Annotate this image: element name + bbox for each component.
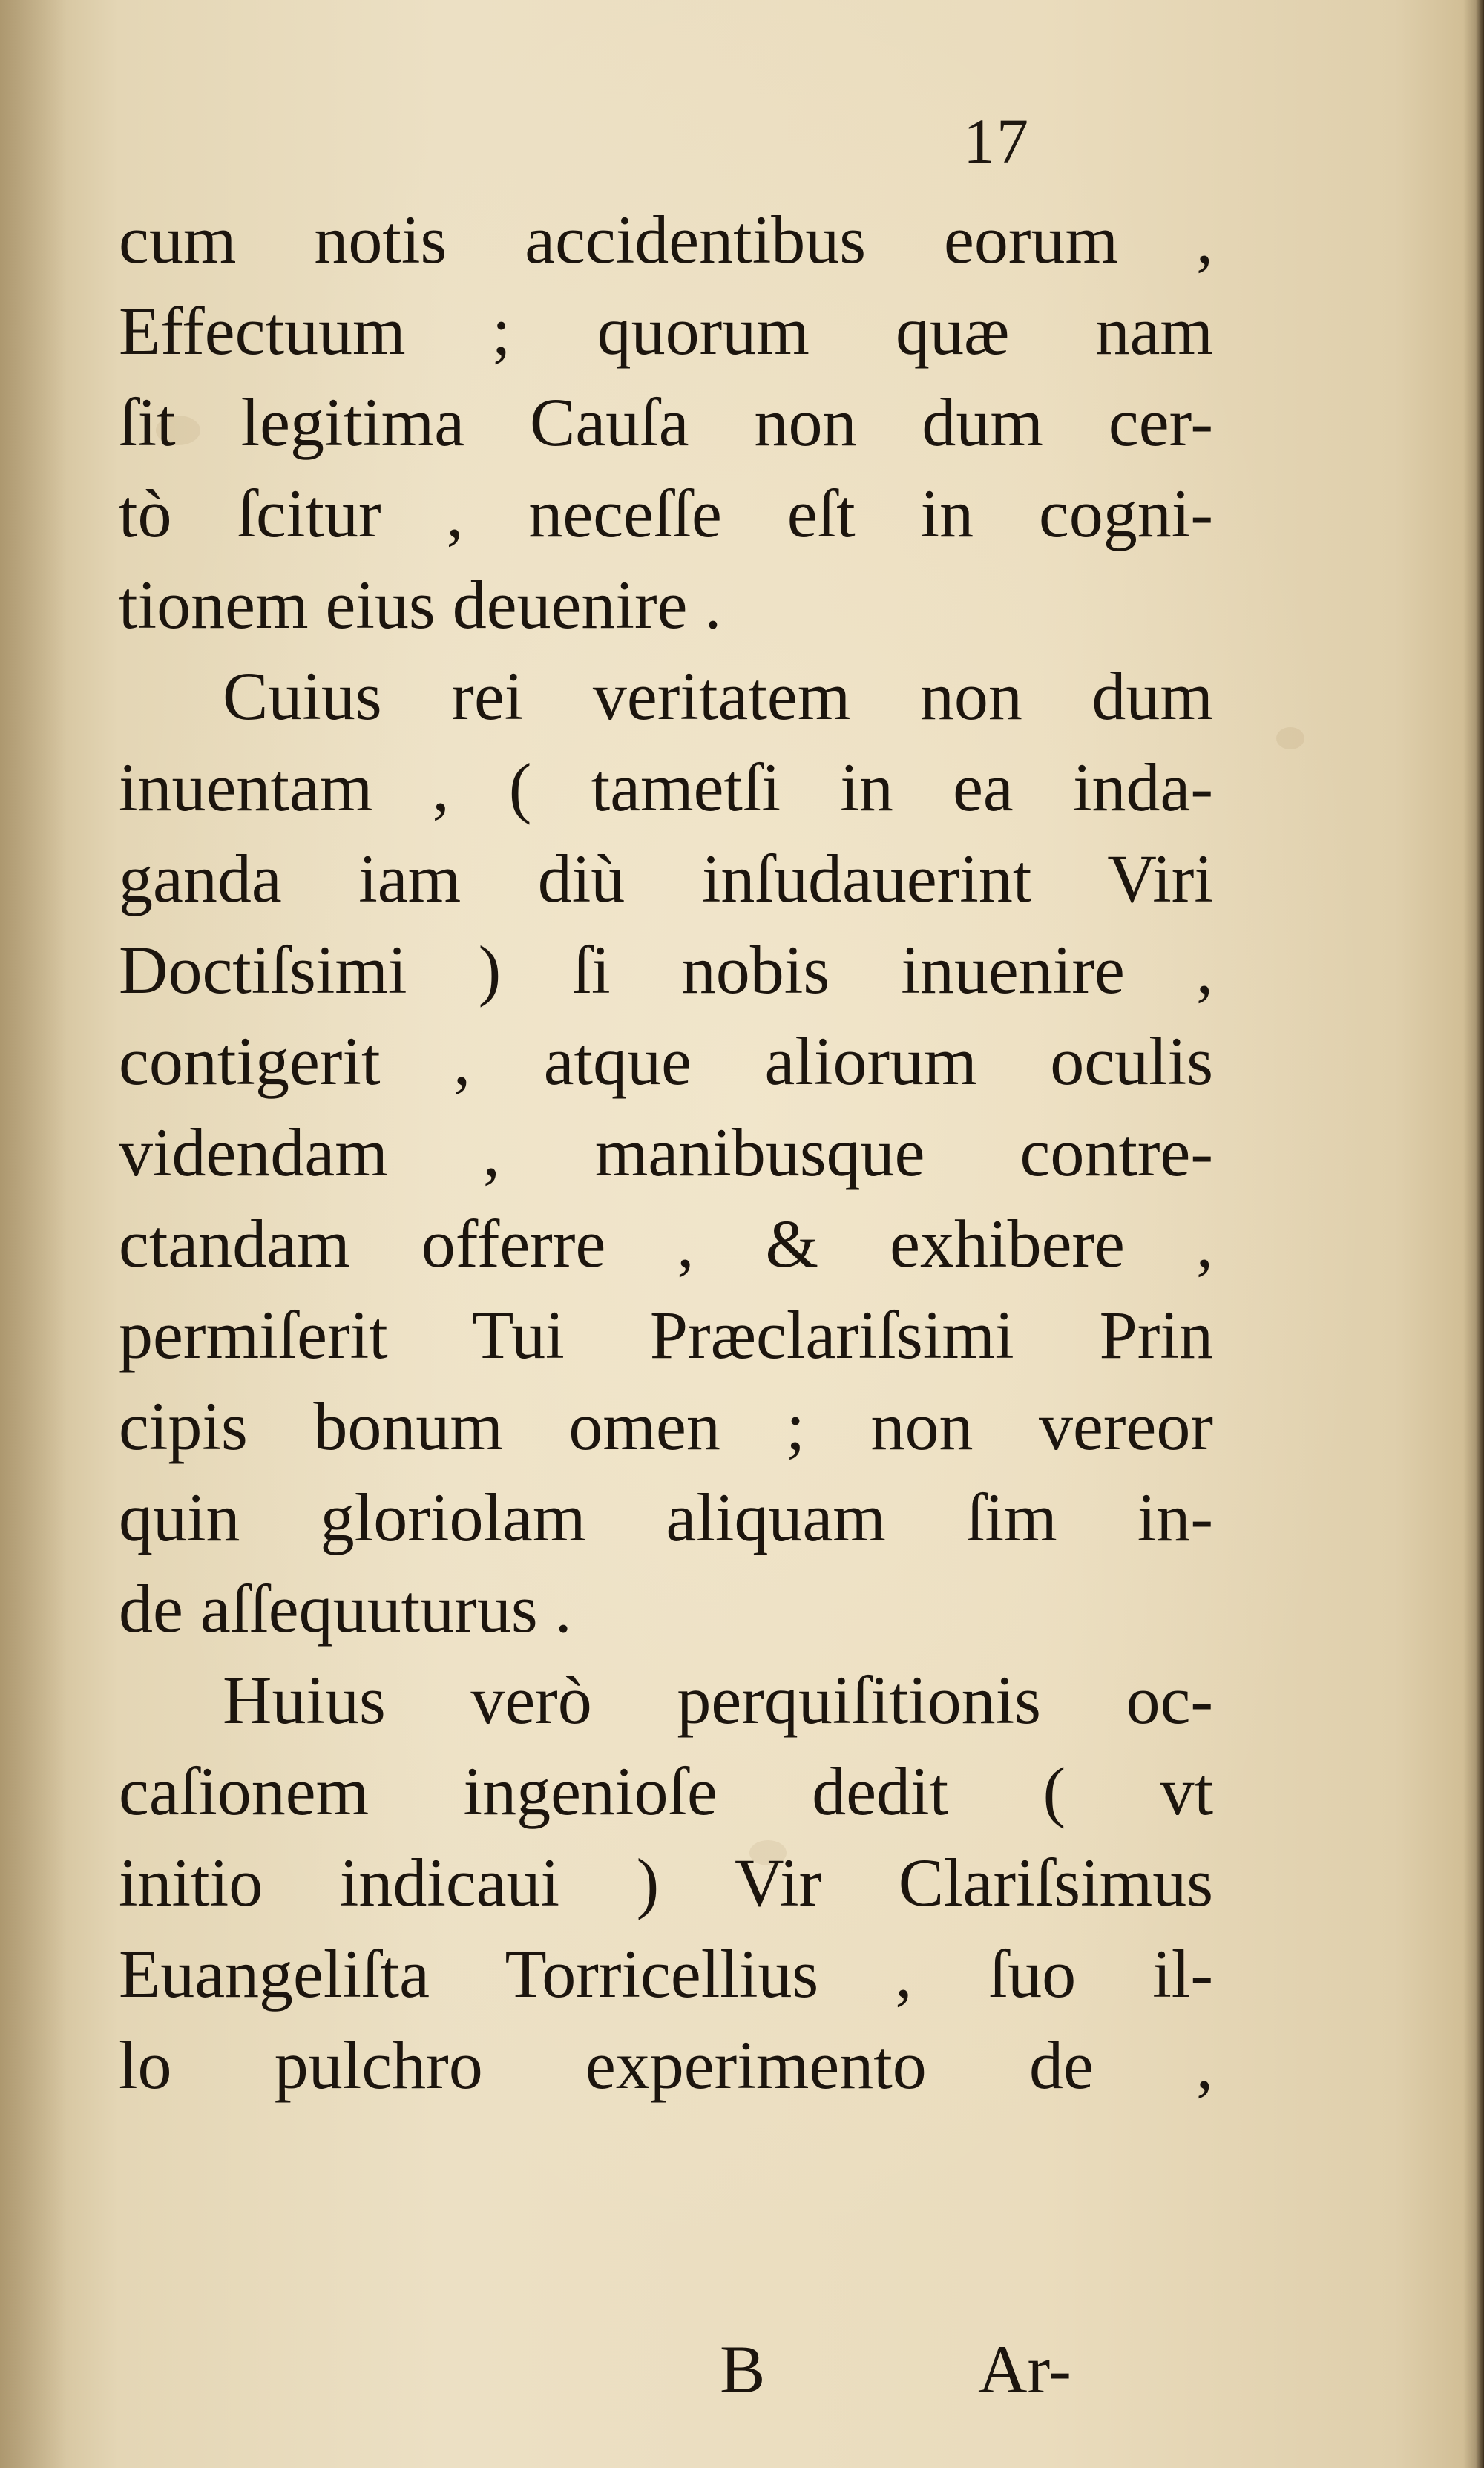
text-line: Huius verò perquiſitionis oc-	[223, 1662, 1213, 1738]
text-line: inuentam , ( tametſi in ea inda-	[119, 749, 1213, 825]
text-line: Euangeliſta Torricellius , ſuo il-	[119, 1936, 1213, 2012]
text-line: lo pulchro experimento de ,	[119, 2027, 1213, 2103]
page-edge-shadow	[1463, 0, 1484, 2468]
text-line: Cuius rei veritatem non dum	[223, 658, 1213, 734]
text-line: tò ſcitur , neceſſe eſt in cogni-	[119, 476, 1213, 551]
text-line: ſit legitima Cauſa non dum cer-	[119, 384, 1213, 460]
text-line: tionem eius deuenire .	[119, 567, 722, 643]
text-line: initio indicaui ) Vir Clariſsimus	[119, 1845, 1213, 1920]
body-text	[119, 194, 1213, 2111]
text-line: ctandam offerre , & exhibere ,	[119, 1206, 1213, 1281]
text-line: permiſerit Tui Præclariſsimi Prin	[119, 1297, 1213, 1373]
text-line: cum notis accidentibus eorum ,	[119, 202, 1213, 278]
text-line: videndam , manibusque contre-	[119, 1115, 1213, 1190]
text-line: caſionem ingenioſe dedit ( vt	[119, 1753, 1213, 1829]
page-number: 17	[963, 105, 1030, 177]
text-line: cipis bonum omen ; non vereor	[119, 1388, 1213, 1464]
text-line: quin gloriolam aliquam ſim in-	[119, 1480, 1213, 1555]
text-line: Effectuum ; quorum quæ nam	[119, 293, 1213, 369]
text-line: contigerit , atque aliorum oculis	[119, 1023, 1213, 1099]
text-line: ganda iam diù inſudauerint Viri	[119, 841, 1213, 916]
foxing-stain	[1276, 727, 1304, 749]
text-line: de aſſequuturus .	[119, 1571, 572, 1647]
page-footer	[0, 2330, 1484, 2419]
gutter-shadow	[0, 0, 67, 2468]
text-line: Doctiſsimi ) ſi nobis inuenire ,	[119, 932, 1213, 1008]
catchword: Ar-	[978, 2331, 1071, 2407]
signature-mark: B	[720, 2331, 766, 2407]
